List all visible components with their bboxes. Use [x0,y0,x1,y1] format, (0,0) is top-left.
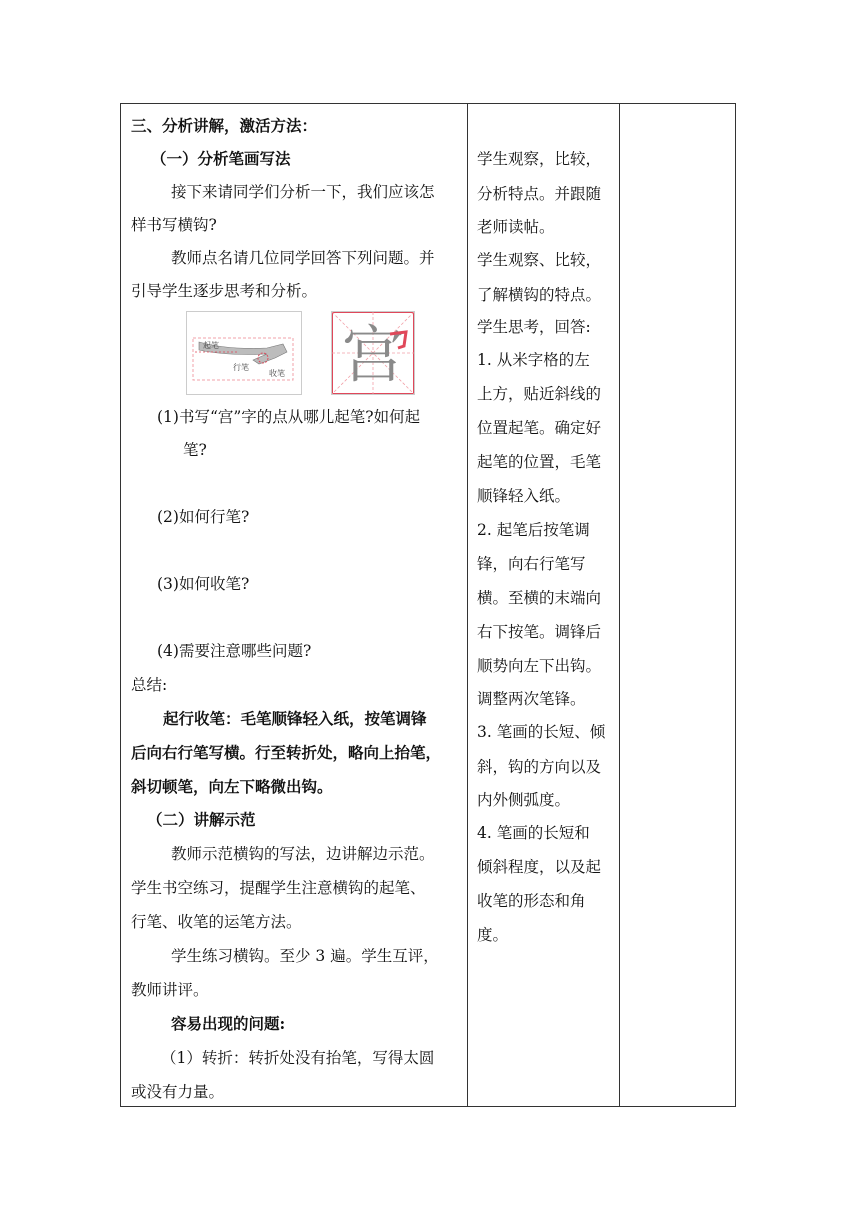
label-start: 起笔 [203,341,219,350]
label-end: 收笔 [269,369,285,378]
paragraph-line: 学生书空练习，提醒学生注意横钩的起笔、 [131,879,426,897]
activity-line: 学生观察，比较， [477,150,602,168]
activity-line: 顺势向左下出钩。 [477,657,602,675]
activity-line: 倾斜程度，以及起 [477,858,602,876]
activity-line: 上方，贴近斜线的 [477,385,602,403]
section-heading: 三、分析讲解，激活方法： [131,116,318,135]
activity-line: 度。 [477,926,509,944]
question-4: (4)需要注意哪些问题? [157,642,312,660]
paragraph-line: 教师示范横钩的写法，边讲解边示范。 [171,845,435,863]
label-move: 行笔 [233,363,249,372]
summary-label: 总结: [131,676,168,694]
question-2: (2)如何行笔? [157,508,250,526]
notes-column [620,104,735,1106]
activity-line: 分析特点。并跟随 [477,185,602,203]
activity-line: 锋，向右行笔写 [477,555,586,573]
mi-grid [332,312,414,394]
problem-1: （1）转折：转折处没有抬笔，写得太圆 [161,1049,435,1067]
activity-line: 起笔的位置，毛笔 [477,453,602,471]
problems-label: 容易出现的问题: [171,1014,286,1033]
activity-line: 位置起笔。确定好 [477,419,602,437]
stroke-diagram-figure [186,311,302,395]
activity-line: 1. 从米字格的左 [477,351,590,369]
activity-line: 横。至横的末端向 [477,589,602,607]
paragraph-line: 接下来请同学们分析一下，我们应该怎 [171,183,435,201]
question-3: (3)如何收笔? [157,575,250,593]
activity-line: 学生观察、比较， [477,251,602,269]
column-divider-1 [467,104,468,1106]
hook-stroke-diagram [187,312,301,394]
example-character: 宫 [341,318,405,391]
activity-line: 3. 笔画的长短、倾 [477,723,606,741]
paragraph-line: 引导学生逐步思考和分析。 [131,282,318,300]
paragraph-line: 教师点名请几位同学回答下列问题。并 [171,249,435,267]
problem-1-cont: 或没有力量。 [131,1083,225,1101]
subsection-title-1: （一）分析笔画写法 [151,149,291,168]
summary-line: 斜切顿笔，向左下略微出钩。 [131,777,333,796]
subsection-title-2: （二）讲解示范 [147,810,256,829]
activity-line: 学生思考，回答: [477,318,591,336]
summary-line: 后向右行笔写横。行至转折处，略向上抬笔， [131,743,442,762]
paragraph-line: 学生练习横钩。至少 3 遍。学生互评， [171,947,439,965]
paragraph-line: 教师讲评。 [131,981,209,999]
character-grid-figure [331,311,415,395]
activity-line: 4. 笔画的长短和 [477,824,590,842]
lesson-table [120,103,736,1107]
activity-line: 右下按笔。调锋后 [477,623,602,641]
question-1-cont: 笔? [183,441,207,459]
activity-line: 收笔的形态和角 [477,892,586,910]
activity-line: 顺锋轻入纸。 [477,487,571,505]
activity-line: 斜，钩的方向以及 [477,758,602,776]
activity-line: 内外侧弧度。 [477,791,571,809]
activity-line: 调整两次笔锋。 [477,690,586,708]
activity-line: 老师读帖。 [477,218,555,236]
paragraph-line: 行笔、收笔的运笔方法。 [131,913,302,931]
activity-line: 2. 起笔后按笔调 [477,521,590,539]
activity-line: 了解横钩的特点。 [477,286,602,304]
question-1: (1)书写“宫”字的点从哪儿起笔?如何起 [157,408,421,426]
summary-line: 起行收笔：毛笔顺锋轻入纸，按笔调锋 [163,709,427,728]
paragraph-line: 样书写横钩? [131,216,217,234]
